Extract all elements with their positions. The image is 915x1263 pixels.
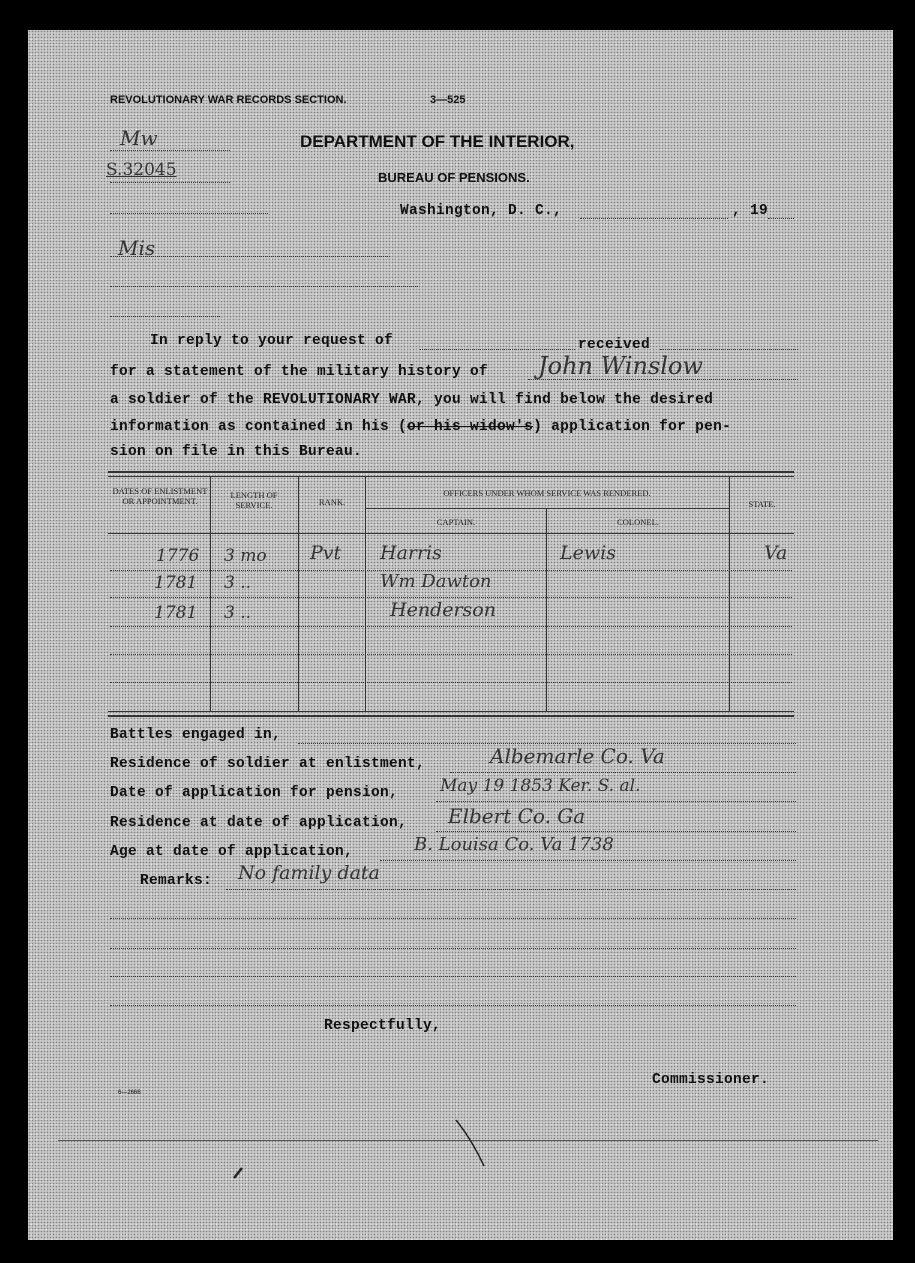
signature-title: Commissioner. bbox=[652, 1072, 770, 1088]
header-length: LENGTH OF SERVICE. bbox=[230, 490, 278, 510]
struck-widow-text: or his widow's bbox=[407, 419, 534, 435]
letter-received: received bbox=[578, 337, 651, 353]
letter-line-2: for a statement of the military history of bbox=[110, 364, 489, 380]
residence-label: Residence of soldier at enlistment, bbox=[110, 756, 426, 772]
header-officers: OFFICERS UNDER WHOM SERVICE WAS RENDERED. bbox=[443, 488, 651, 498]
file-mark-2: Mis bbox=[118, 236, 156, 260]
department-title: DEPARTMENT OF THE INTERIOR, bbox=[300, 132, 575, 151]
residence-application-value: Elbert Co. Ga bbox=[448, 804, 586, 828]
document-page bbox=[28, 30, 893, 1240]
row-2-captain: Wm Dawton bbox=[380, 571, 492, 592]
letter-line-4: information as contained in his (or his widow's) application for pen- bbox=[110, 419, 732, 435]
battles-label: Battles engaged in, bbox=[110, 727, 282, 743]
closing: Respectfully, bbox=[324, 1018, 442, 1034]
row-1-length: 3 mo bbox=[224, 546, 267, 566]
row-2-length: 3 .. bbox=[224, 573, 252, 593]
header-captain: CAPTAIN. bbox=[436, 517, 476, 527]
section-title: REVOLUTIONARY WAR RECORDS SECTION. bbox=[110, 94, 347, 106]
row-1-date: 1776 bbox=[156, 546, 200, 566]
bureau-title: BUREAU OF PENSIONS. bbox=[378, 170, 530, 185]
row-1-rank: Pvt bbox=[310, 542, 342, 564]
age-label: Age at date of application, bbox=[110, 844, 354, 860]
year-label: , 19 bbox=[732, 203, 769, 219]
age-value: B. Louisa Co. Va 1738 bbox=[414, 834, 614, 855]
remarks-value: No family data bbox=[238, 862, 380, 884]
pen-stroke-marks bbox=[228, 1110, 528, 1190]
remarks-label: Remarks: bbox=[140, 873, 213, 889]
row-3-date: 1781 bbox=[154, 603, 198, 623]
letter-line-1: In reply to your request of bbox=[150, 333, 394, 349]
row-2-date: 1781 bbox=[154, 573, 198, 593]
residence-application-label: Residence at date of application, bbox=[110, 815, 408, 831]
row-3-length: 3 .. bbox=[224, 603, 252, 623]
soldier-name: John Winslow bbox=[538, 352, 703, 380]
file-mark: Mw bbox=[120, 126, 158, 150]
print-code: 6—2666 bbox=[118, 1090, 141, 1096]
date-application-label: Date of application for pension, bbox=[110, 785, 399, 801]
letter-line-5: sion on file in this Bureau. bbox=[110, 444, 363, 460]
file-code: S.32045 bbox=[106, 160, 177, 180]
place-label: Washington, D. C., bbox=[400, 203, 563, 219]
letter-line-3: a soldier of the REVOLUTIONARY WAR, you will find below the desired bbox=[110, 392, 714, 408]
row-1-captain: Harris bbox=[380, 542, 442, 564]
header-rank: RANK. bbox=[318, 497, 346, 507]
date-application-value: May 19 1853 Ker. S. al. bbox=[440, 776, 641, 796]
row-1-colonel: Lewis bbox=[560, 542, 616, 564]
header-dates: DATES OF ENLISTMENT OR APPOINTMENT. bbox=[112, 486, 208, 506]
residence-value: Albemarle Co. Va bbox=[490, 744, 665, 768]
form-number: 3—525 bbox=[430, 94, 466, 106]
row-3-captain: Henderson bbox=[390, 599, 496, 621]
row-1-state: Va bbox=[764, 542, 788, 564]
header-state: STATE. bbox=[748, 499, 776, 509]
header-colonel: COLONEL. bbox=[617, 517, 659, 527]
